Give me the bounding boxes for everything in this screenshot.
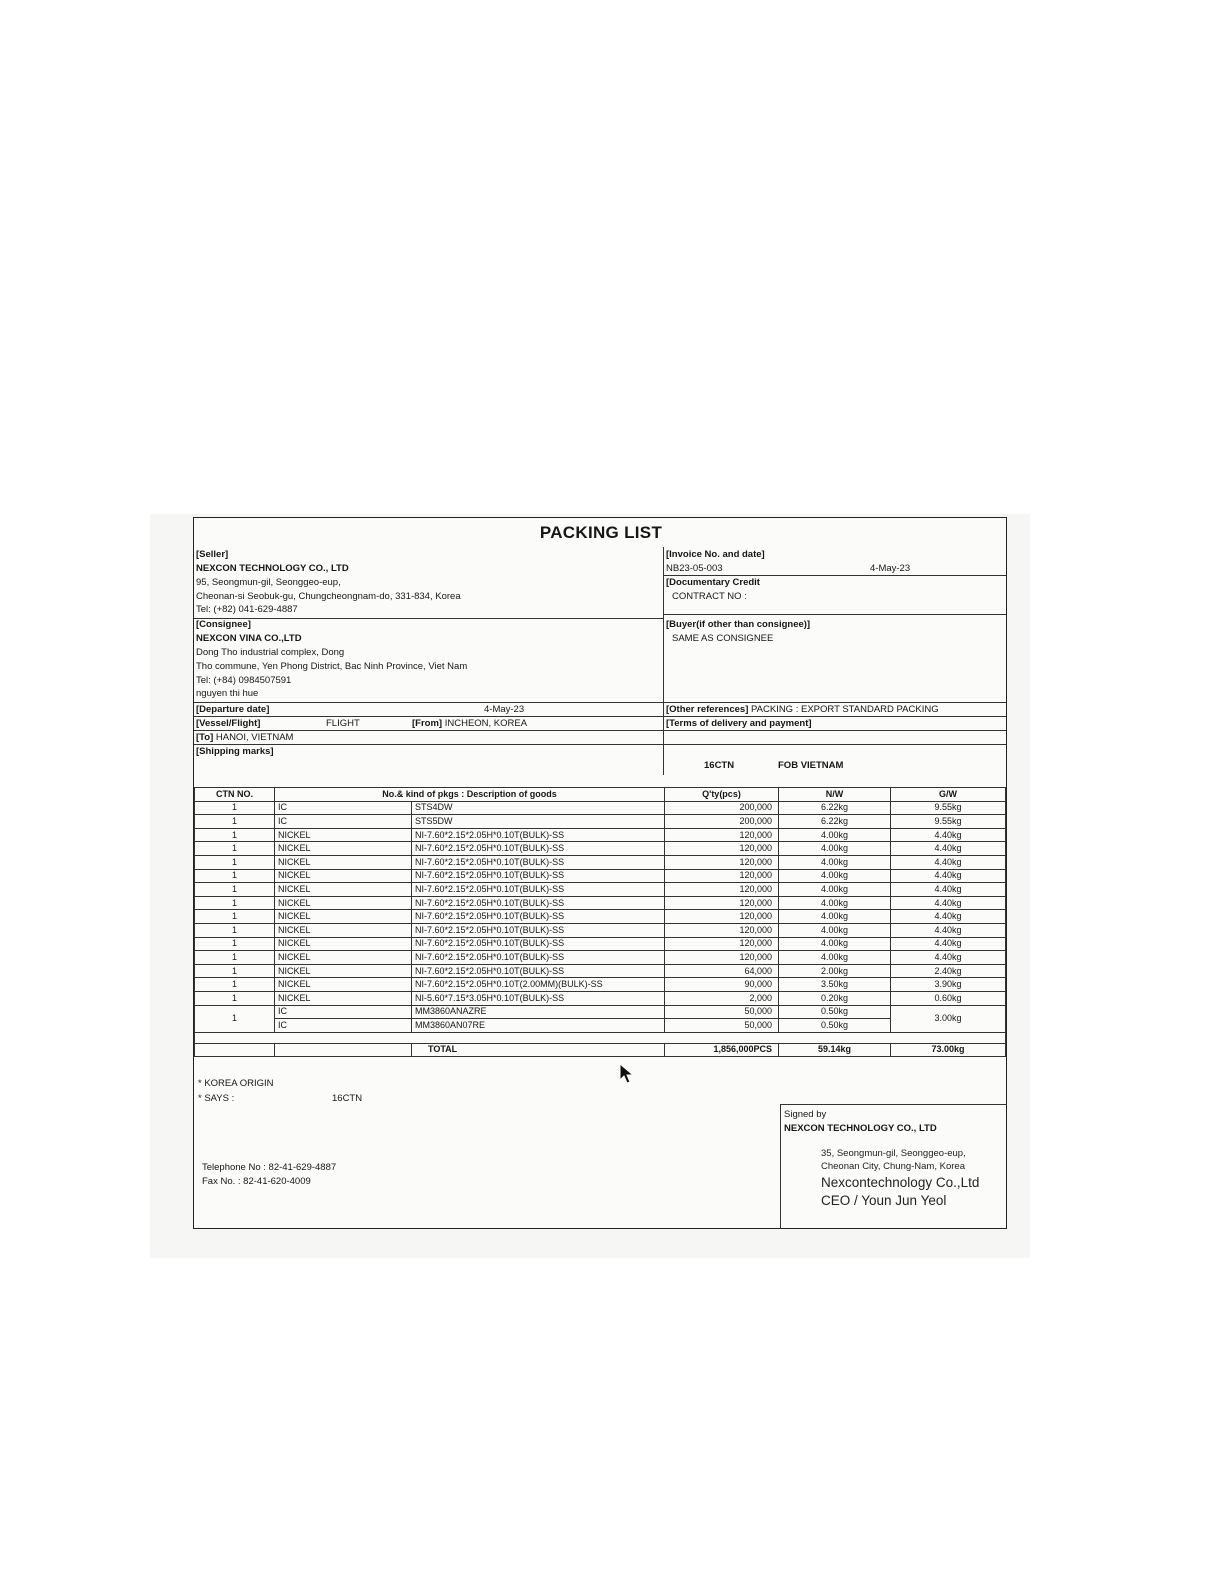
fob-destination: FOB VIETNAM [778,760,844,771]
col-nw-header: N/W [779,788,891,802]
buyer-value: SAME AS CONSIGNEE [672,633,774,644]
description-cell: NI-7.60*2.15*2.05H*0.10T(BULK)-SS [412,923,665,937]
kind-cell: NICKEL [275,869,412,883]
ctn-cell: 1 [195,869,275,883]
qty-cell: 120,000 [665,869,779,883]
other-references-value: PACKING : EXPORT STANDARD PACKING [751,704,939,715]
description-cell: NI-7.60*2.15*2.05H*0.10T(BULK)-SS [412,937,665,951]
total-qty: 1,856,000PCS [665,1043,779,1057]
kind-cell: NICKEL [275,896,412,910]
gw-cell: 2.40kg [891,964,1006,978]
total-gw: 73.00kg [891,1043,1006,1057]
qty-cell: 90,000 [665,978,779,992]
ctn-cell: 1 [195,815,275,829]
description-cell: NI-5.60*7.15*3.05H*0.10T(BULK)-SS [412,991,665,1005]
invoice-label: [Invoice No. and date] [666,549,765,560]
gw-cell: 4.40kg [891,828,1006,842]
shipping-marks-label: [Shipping marks] [196,746,274,757]
total-nw: 59.14kg [779,1043,891,1057]
kind-cell: NICKEL [275,964,412,978]
total-label: TOTAL [412,1043,665,1057]
description-cell: STS5DW [412,815,665,829]
signed-company: NEXCON TECHNOLOGY CO., LTD [784,1123,937,1134]
nw-cell: 4.00kg [779,951,891,965]
qty-cell: 50,000 [665,1019,779,1033]
gw-cell: 3.90kg [891,978,1006,992]
telephone-no: Telephone No : 82-41-629-4887 [202,1162,337,1173]
kind-cell: NICKEL [275,978,412,992]
invoice-date: 4-May-23 [870,563,911,574]
consignee-label: [Consignee] [196,619,251,630]
description-cell: STS4DW [412,801,665,815]
packing-list-document [193,517,1007,1229]
consignee-tel: Tel: (+84) 0984507591 [196,675,292,686]
qty-cell: 64,000 [665,964,779,978]
ctn-cell: 1 [195,896,275,910]
nw-cell: 0.50kg [779,1005,891,1019]
to-label: [To] [196,732,214,743]
table-row [195,855,1006,869]
gw-cell: 4.40kg [891,869,1006,883]
description-cell: NI-7.60*2.15*2.05H*0.10T(BULK)-SS [412,910,665,924]
qty-cell: 120,000 [665,842,779,856]
ctn-cell: 1 [195,910,275,924]
qty-cell: 120,000 [665,910,779,924]
stamp-company: Nexcontechnology Co.,Ltd [821,1175,980,1190]
goods-table [194,787,1006,1057]
says-value: 16CTN [332,1093,363,1104]
seller-address-1: 95, Seongmun-gil, Seonggeo-eup, [196,577,341,588]
ctn-cell: 1 [195,828,275,842]
signature-box [780,1104,1007,1229]
table-row [195,923,1006,937]
kind-cell: NICKEL [275,842,412,856]
description-cell: NI-7.60*2.15*2.05H*0.10T(BULK)-SS [412,883,665,897]
qty-cell: 120,000 [665,855,779,869]
from-value: INCHEON, KOREA [444,718,528,729]
nw-cell: 4.00kg [779,869,891,883]
qty-cell: 120,000 [665,883,779,897]
ctn-cell: 1 [195,923,275,937]
col-ctn-header: CTN NO. [195,788,275,802]
nw-cell: 4.00kg [779,883,891,897]
description-cell: NI-7.60*2.15*2.05H*0.10T(BULK)-SS [412,869,665,883]
description-cell: NI-7.60*2.15*2.05H*0.10T(BULK)-SS [412,828,665,842]
gw-cell: 4.40kg [891,937,1006,951]
table-row [195,991,1006,1005]
ctn-cell: 1 [195,1005,275,1032]
signed-by-label: Signed by [784,1109,827,1120]
ctn-cell: 1 [195,991,275,1005]
table-row [195,964,1006,978]
table-row [195,869,1006,883]
qty-cell: 2,000 [665,991,779,1005]
gw-cell: 9.55kg [891,815,1006,829]
ctn-cell: 1 [195,883,275,897]
description-cell: NI-7.60*2.15*2.05H*0.10T(BULK)-SS [412,855,665,869]
kind-cell: NICKEL [275,923,412,937]
qty-cell: 200,000 [665,815,779,829]
kind-cell: IC [275,1019,412,1033]
nw-cell: 0.50kg [779,1019,891,1033]
nw-cell: 4.00kg [779,828,891,842]
seller-name: NEXCON TECHNOLOGY CO., LTD [196,563,349,574]
col-desc-header: No.& kind of pkgs : Description of goods [275,788,665,802]
consignee-contact: nguyen thi hue [196,688,259,699]
description-cell: NI-7.60*2.15*2.05H*0.10T(BULK)-SS [412,842,665,856]
says-label: * SAYS : [198,1093,235,1104]
seller-tel: Tel: (+82) 041-629-4887 [196,604,298,615]
qty-cell: 50,000 [665,1005,779,1019]
qty-cell: 120,000 [665,937,779,951]
col-qty-header: Q'ty(pcs) [665,788,779,802]
kind-cell: NICKEL [275,951,412,965]
nw-cell: 0.20kg [779,991,891,1005]
ctn-cell: 1 [195,951,275,965]
total-row [195,1043,1006,1057]
departure-date: 4-May-23 [484,704,525,715]
nw-cell: 4.00kg [779,923,891,937]
seller-label: [Seller] [196,549,229,560]
table-row [195,896,1006,910]
table-row [195,978,1006,992]
table-row [195,801,1006,815]
vessel-value: FLIGHT [326,718,360,729]
kind-cell: NICKEL [275,855,412,869]
ctn-cell: 1 [195,842,275,856]
qty-cell: 120,000 [665,923,779,937]
document-title: PACKING LIST [539,523,663,542]
qty-cell: 120,000 [665,828,779,842]
table-row [195,1019,1006,1033]
kind-cell: NICKEL [275,991,412,1005]
credit-label: [Documentary Credit [666,577,760,588]
gw-cell: 4.40kg [891,951,1006,965]
contract-no: CONTRACT NO : [672,591,747,602]
qty-cell: 200,000 [665,801,779,815]
table-row [195,828,1006,842]
seller-address-2: Cheonan-si Seobuk-gu, Chungcheongnam-do, 331-834, Korea [196,591,461,602]
description-cell: NI-7.60*2.15*2.05H*0.10T(2.00MM)(BULK)-SS [412,978,665,992]
ctn-cell: 1 [195,937,275,951]
shipping-ctn-count: 16CTN [704,760,735,771]
gw-cell: 4.40kg [891,896,1006,910]
invoice-number: NB23-05-003 [666,563,723,574]
stamp-address-2: Cheonan City, Chung-Nam, Korea [821,1161,965,1172]
buyer-label: [Buyer(if other than consignee)] [666,619,811,630]
nw-cell: 3.50kg [779,978,891,992]
table-row [195,937,1006,951]
nw-cell: 4.00kg [779,910,891,924]
header-divider [663,547,664,775]
ctn-cell: 1 [195,801,275,815]
description-cell: NI-7.60*2.15*2.05H*0.10T(BULK)-SS [412,964,665,978]
nw-cell: 4.00kg [779,842,891,856]
gw-cell: 3.00kg [891,1005,1006,1032]
nw-cell: 2.00kg [779,964,891,978]
gw-cell: 4.40kg [891,883,1006,897]
kind-cell: IC [275,1005,412,1019]
qty-cell: 120,000 [665,896,779,910]
gw-cell: 4.40kg [891,910,1006,924]
kind-cell: NICKEL [275,937,412,951]
from-label: [From] [412,718,443,729]
mouse-cursor-icon [619,1063,635,1085]
consignee-address-1: Dong Tho industrial complex, Dong [196,647,345,658]
gw-cell: 4.40kg [891,842,1006,856]
table-row [195,910,1006,924]
ctn-cell: 1 [195,978,275,992]
gw-cell: 0.60kg [891,991,1006,1005]
stamp-ceo: CEO / Youn Jun Yeol [821,1193,947,1208]
col-gw-header: G/W [891,788,1006,802]
departure-label: [Departure date] [196,704,270,715]
spacer-row [195,1032,1006,1043]
gw-cell: 4.40kg [891,855,1006,869]
consignee-address-2: Tho commune, Yen Phong District, Bac Ninh Province, Viet Nam [196,661,468,672]
gw-cell: 4.40kg [891,923,1006,937]
nw-cell: 4.00kg [779,896,891,910]
qty-cell: 120,000 [665,951,779,965]
kind-cell: IC [275,815,412,829]
other-references-label: [Other references] [666,704,749,715]
description-cell: NI-7.60*2.15*2.05H*0.10T(BULK)-SS [412,951,665,965]
table-header-row [195,788,1006,802]
gw-cell: 9.55kg [891,801,1006,815]
nw-cell: 6.22kg [779,815,891,829]
table-row [195,883,1006,897]
nw-cell: 4.00kg [779,937,891,951]
description-cell: MM3860ANAZRE [412,1005,665,1019]
kind-cell: NICKEL [275,883,412,897]
stamp-address-1: 35, Seongmun-gil, Seonggeo-eup, [821,1148,966,1159]
nw-cell: 4.00kg [779,855,891,869]
kind-cell: NICKEL [275,828,412,842]
ctn-cell: 1 [195,964,275,978]
table-row [195,815,1006,829]
consignee-name: NEXCON VINA CO.,LTD [196,633,302,644]
origin-note: * KOREA ORIGIN [198,1078,274,1089]
ctn-cell: 1 [195,855,275,869]
table-row [195,842,1006,856]
to-value: HANOI, VIETNAM [215,732,294,743]
description-cell: NI-7.60*2.15*2.05H*0.10T(BULK)-SS [412,896,665,910]
description-cell: MM3860AN07RE [412,1019,665,1033]
table-row [195,1005,1006,1019]
nw-cell: 6.22kg [779,801,891,815]
kind-cell: IC [275,801,412,815]
fax-no: Fax No. : 82-41-620-4009 [202,1176,311,1187]
kind-cell: NICKEL [275,910,412,924]
table-row [195,951,1006,965]
vessel-label: [Vessel/Flight] [196,718,261,729]
terms-label: [Terms of delivery and payment] [666,718,812,729]
